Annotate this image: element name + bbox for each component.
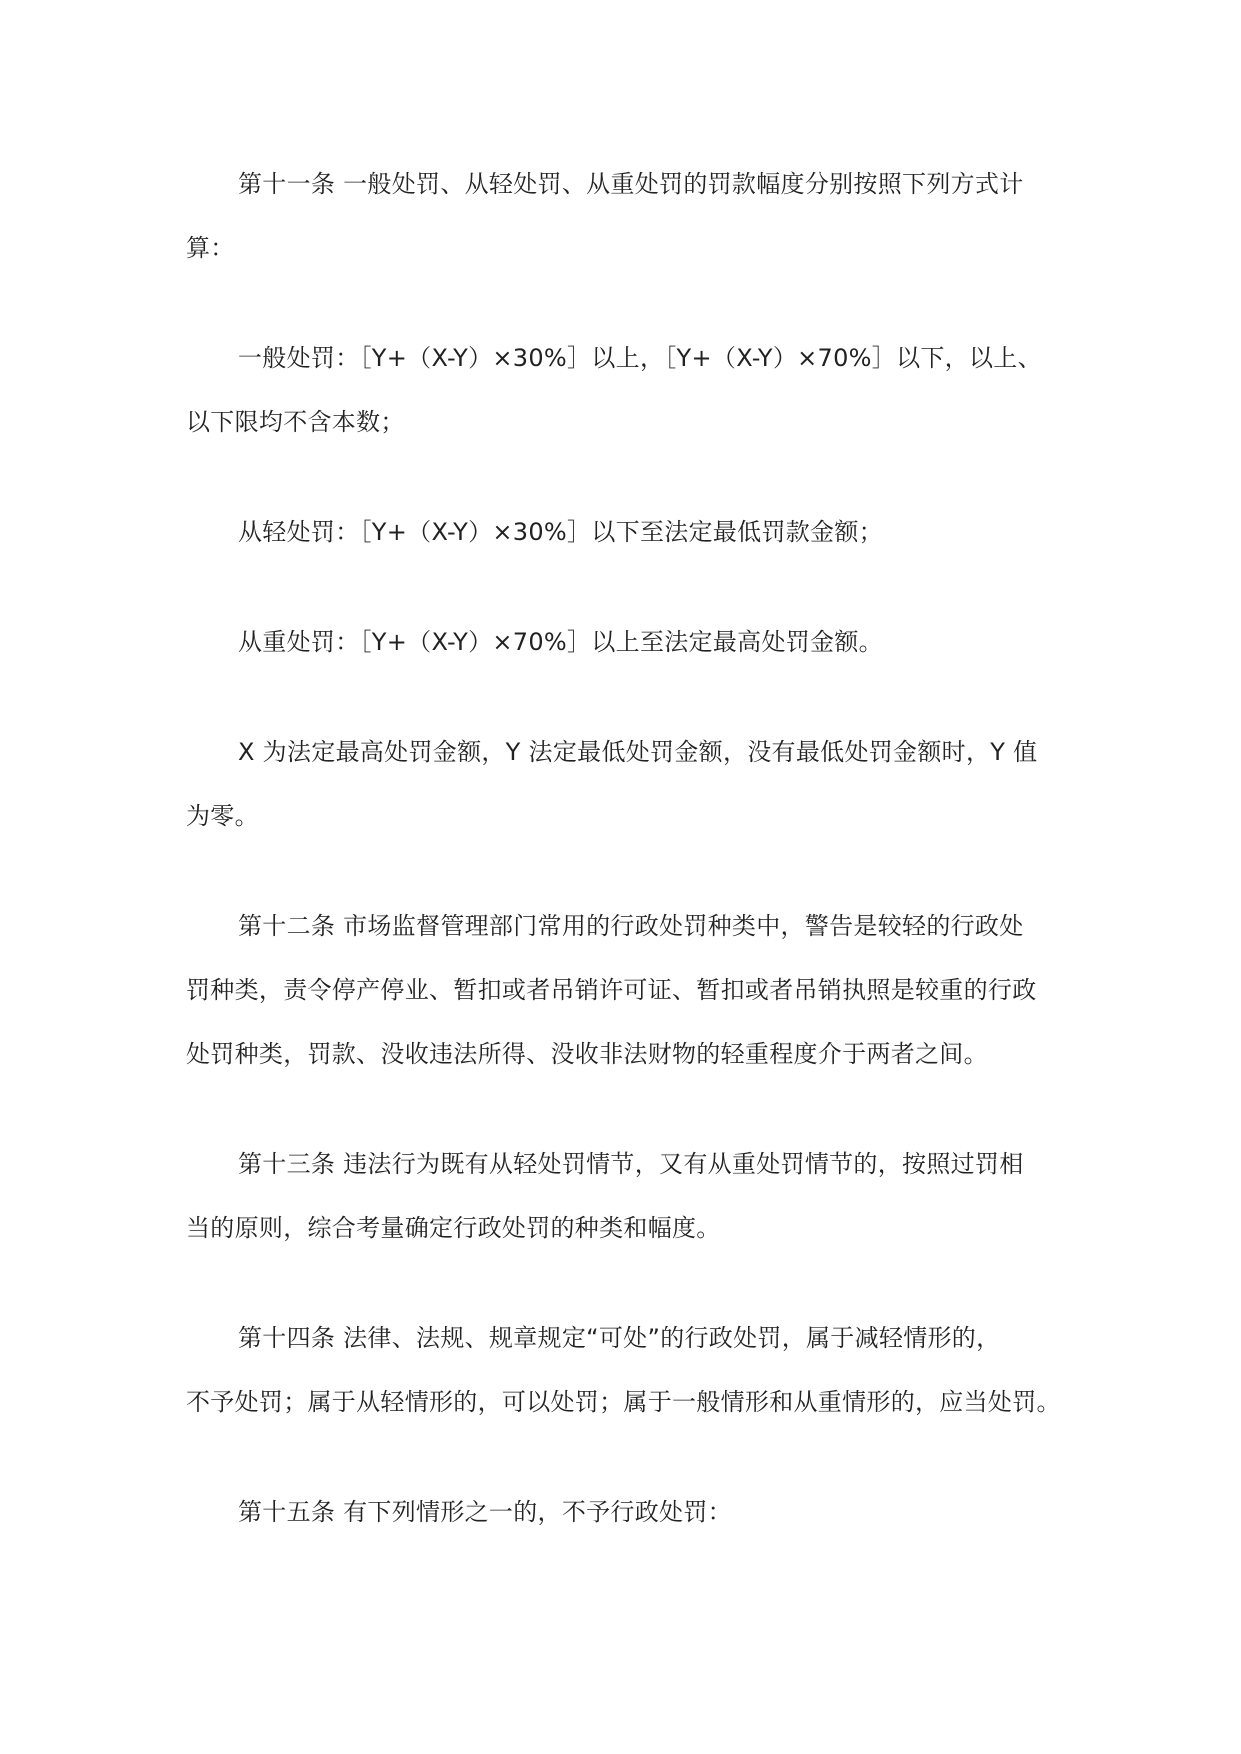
general-penalty-line-1: 一般处罚：［Y+（X-Y）×30%］以上，［Y+（X-Y）×70%］以下，以上、 <box>238 344 1042 372</box>
lighter-penalty-line: 从轻处罚：［Y+（X-Y）×30%］以下至法定最低罚款金额； <box>238 518 883 546</box>
general-penalty-line-2: 以下限均不含本数； <box>186 408 405 436</box>
article-14-line-2: 不予处罚；属于从轻情形的，可以处罚；属于一般情形和从重情形的，应当处罚。 <box>186 1388 1061 1416</box>
article-11-line-1: 第十一条 一般处罚、从轻处罚、从重处罚的罚款幅度分别按照下列方式计 <box>238 170 1024 198</box>
article-13-line-1: 第十三条 违法行为既有从轻处罚情节，又有从重处罚情节的，按照过罚相 <box>238 1150 1024 1178</box>
article-14-line-1: 第十四条 法律、法规、规章规定“可处”的行政处罚，属于减轻情形的， <box>238 1324 1001 1352</box>
article-12-line-2: 罚种类，责令停产停业、暂扣或者吊销许可证、暂扣或者吊销执照是较重的行政 <box>186 976 1037 1004</box>
definition-line-1: X 为法定最高处罚金额，Y 法定最低处罚金额，没有最低处罚金额时，Y 值 <box>238 738 1038 766</box>
definition-line-2: 为零。 <box>186 802 259 830</box>
article-15-line-1: 第十五条 有下列情形之一的，不予行政处罚： <box>238 1498 732 1526</box>
heavier-penalty-line: 从重处罚：［Y+（X-Y）×70%］以上至法定最高处罚金额。 <box>238 628 883 656</box>
article-11-line-2: 算： <box>186 234 235 262</box>
article-12-line-1: 第十二条 市场监督管理部门常用的行政处罚种类中，警告是较轻的行政处 <box>238 912 1024 940</box>
article-13-line-2: 当的原则，综合考量确定行政处罚的种类和幅度。 <box>186 1214 721 1242</box>
article-12-line-3: 处罚种类，罚款、没收违法所得、没收非法财物的轻重程度介于两者之间。 <box>186 1040 988 1068</box>
